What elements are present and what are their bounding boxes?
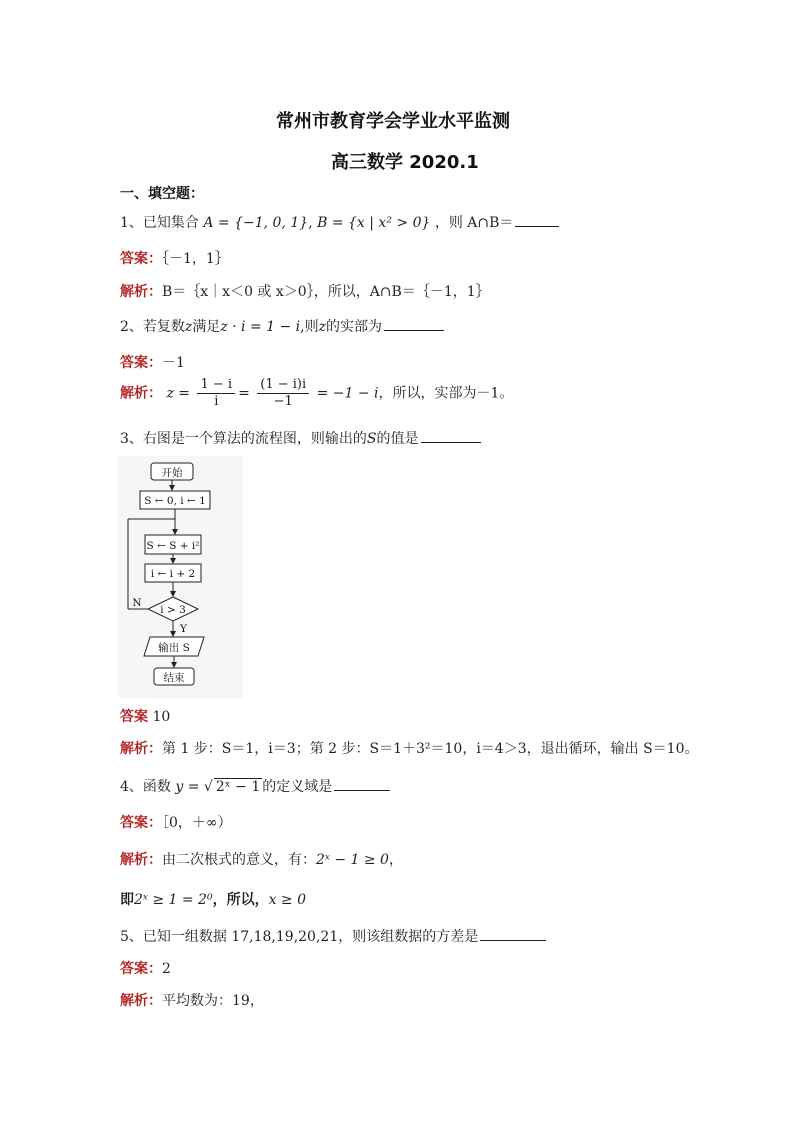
q4-analysis-intro: 由二次根式的意义，有：	[162, 852, 316, 868]
flowchart-no-label: N	[132, 597, 142, 609]
q5-answer-row	[120, 958, 171, 978]
q5-answer: 2	[162, 961, 171, 977]
answer-label: 答案：	[120, 961, 162, 977]
q1-suffix: ，则 A∩B＝	[434, 215, 514, 231]
analysis-label: 解析：	[120, 385, 162, 402]
q2-var-2: z	[318, 319, 327, 335]
q3-var: S	[366, 431, 377, 447]
flowchart-init-text: S ← 0, i ← 1	[144, 495, 206, 507]
q1-answer-row	[120, 248, 229, 268]
analysis-label: 解析：	[120, 741, 162, 757]
q4-line2-math: 2ˣ ≥ 1 = 2⁰	[134, 892, 213, 908]
page-subtitle: 高三数学 2020.1	[331, 152, 479, 173]
q4-analysis-row	[120, 849, 403, 869]
q4-inequality: 2ˣ − 1 ≥ 0	[316, 852, 389, 868]
question-1: 1、已知集合 A = {−1, 0, 1}, B = {x | x² > 0} ，则 A∩B＝	[120, 212, 559, 232]
answer-label: 答案：	[120, 815, 162, 831]
q2-answer: －1	[162, 355, 185, 371]
question-5	[120, 926, 546, 946]
flowchart-yes-label: Y	[180, 623, 187, 635]
answer-label: 答案：	[120, 355, 162, 371]
answer-blank	[480, 928, 546, 941]
flowchart-start-text: 开始	[161, 467, 183, 479]
answer-label: 答案	[120, 709, 148, 725]
flowchart-end-text: 结束	[163, 672, 185, 684]
q2-var: z	[184, 319, 193, 335]
frac-numerator: (1 − i)i	[257, 377, 309, 394]
q4-analysis-end: ，	[388, 852, 403, 868]
q2-mid2: ,则	[300, 319, 319, 335]
analysis-label: 解析：	[120, 284, 162, 300]
q3-analysis: 第 1 步：S＝1，i＝3；第 2 步：S＝1＋3²＝10，i＝4＞3，退出循环，输出 S＝10。	[162, 741, 699, 757]
q5-question: 5、已知一组数据 17,18,19,20,21，则该组数据的方差是	[120, 929, 479, 945]
q1-prefix: 1、已知集合	[120, 215, 199, 231]
q2-fraction-2	[257, 377, 309, 410]
frac-denominator: i	[214, 394, 219, 409]
page-title: 常州市教育学会学业水平监测	[276, 111, 510, 132]
answer-blank	[384, 318, 444, 331]
q5-analysis: 平均数为：19，	[162, 993, 264, 1009]
q1-set-b: B = {x | x² > 0}	[317, 215, 431, 231]
q3-prefix: 3、右图是一个算法的流程图，则输出的	[120, 431, 367, 447]
q2-equation: z · i = 1 − i	[220, 319, 301, 335]
q3-answer-row	[120, 706, 170, 726]
answer-blank	[421, 430, 481, 443]
question-2	[120, 316, 444, 336]
question-4	[120, 776, 390, 796]
q4-line2-result: x ≥ 0	[268, 892, 307, 908]
q2-prefix: 2、若复数	[120, 319, 185, 335]
q4-suffix: 的定义域是	[262, 779, 333, 795]
q3-answer: 10	[152, 709, 171, 725]
section-heading: 一、填空题：	[120, 186, 204, 202]
q2-suffix: 的实部为	[326, 319, 383, 335]
flowchart-condition-text: i > 3	[160, 604, 186, 616]
answer-blank	[515, 214, 559, 227]
flowchart-update-s-text: S ← S + i²	[146, 540, 200, 552]
analysis-label: 解析：	[120, 852, 162, 868]
flowchart	[118, 456, 243, 698]
q2-answer-row	[120, 352, 185, 372]
frac-numerator: 1 − i	[197, 377, 235, 394]
q3-analysis-row	[120, 738, 698, 758]
q1-analysis: B＝｛x｜x＜0 或 x＞0｝，所以，A∩B＝｛－1，1｝	[162, 284, 490, 300]
q2-analysis-row: 解析： z = $\frac{1 - i}{i}$ = $\frac{(1 - i)i}{-1}$ = −1 − i，所以，实部为－1。	[120, 377, 514, 409]
q1-answer: ｛－1，1｝	[162, 251, 229, 267]
sqrt-sign: √	[203, 779, 213, 795]
q2-z: z	[166, 385, 174, 402]
q5-analysis-row	[120, 990, 264, 1010]
q4-answer-row	[120, 812, 232, 832]
q2-mid1: 满足	[192, 319, 221, 335]
q1-analysis-row	[120, 281, 490, 301]
flowchart-output-text: 输出 S	[158, 642, 190, 654]
q1-set-a: A = {−1, 0, 1}	[203, 215, 309, 231]
q2-conclusion: ，所以，实部为－1。	[378, 385, 514, 402]
frac-denominator: −1	[273, 394, 293, 409]
q4-answer: ［0，＋∞）	[162, 815, 232, 831]
analysis-label: 解析：	[120, 993, 162, 1009]
answer-label: 答案：	[120, 251, 162, 267]
q2-result: = −1 − i	[316, 385, 379, 402]
q4-line2-prefix: 即	[120, 892, 134, 908]
question-3	[120, 428, 481, 448]
q4-line2-mid: ，所以，	[212, 892, 269, 908]
q4-func: y =	[175, 779, 200, 795]
q4-radicand: 2ˣ − 1	[215, 779, 261, 795]
flowchart-update-i-text: i ← i + 2	[150, 568, 196, 580]
q4-prefix: 4、函数	[120, 779, 171, 795]
q3-suffix: 的值是	[376, 431, 419, 447]
answer-blank	[334, 778, 390, 791]
q2-fraction-1	[197, 377, 235, 410]
q4-analysis-line2	[120, 889, 306, 909]
